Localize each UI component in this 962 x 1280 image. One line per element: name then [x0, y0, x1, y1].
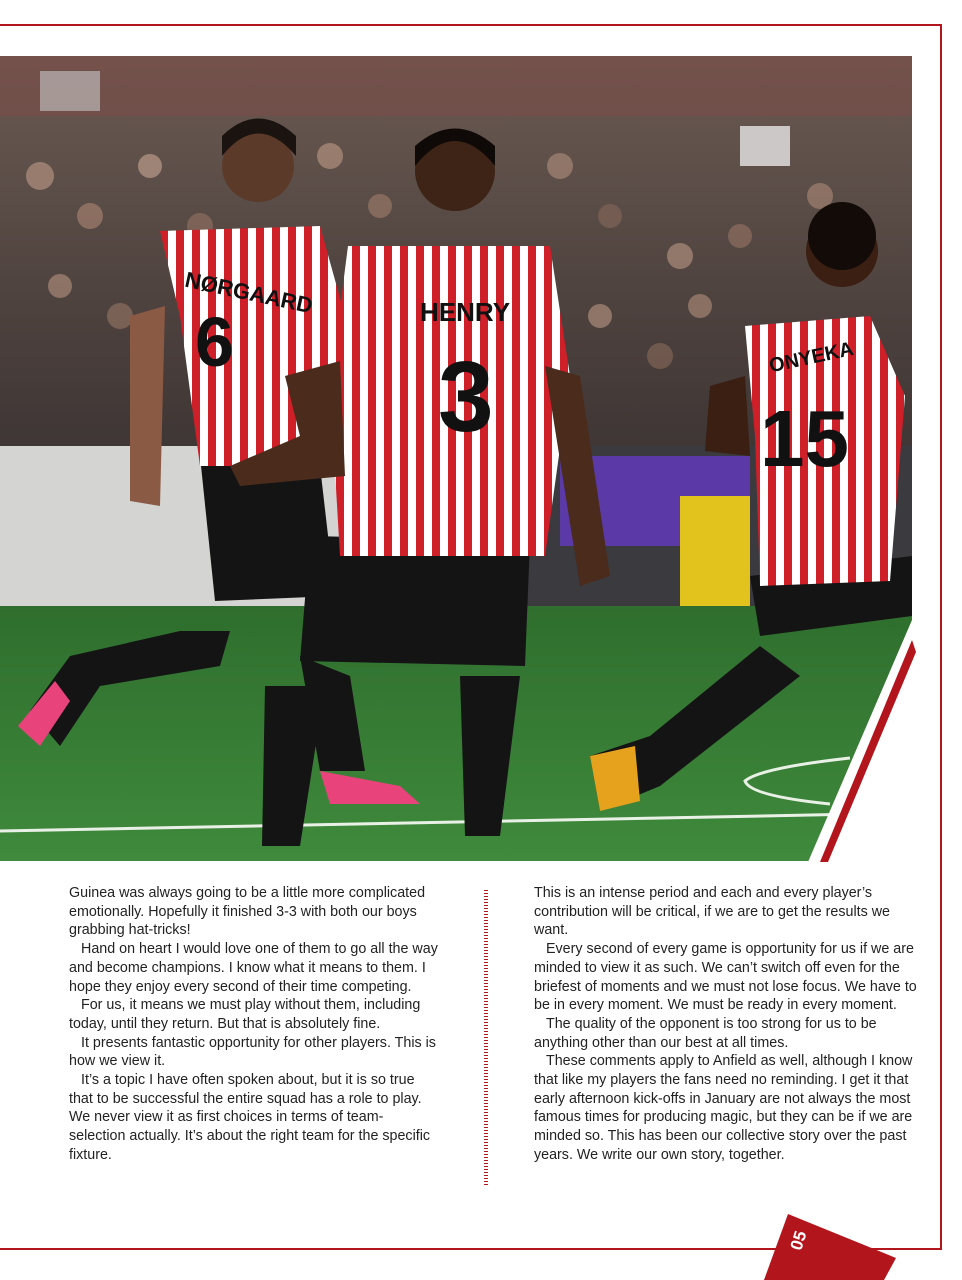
paragraph: It presents fantastic opportunity for other players. This is how we view it.	[69, 1034, 436, 1070]
player-number-henry: 3	[438, 341, 494, 453]
player-name-henry: HENRY	[420, 297, 511, 327]
player-number-onyeka: 15	[760, 394, 849, 483]
paragraph: Hand on heart I would love one of them to go all the way and become champions. I know what it means to them. I hope they enjoy every second of their time competing.	[69, 941, 438, 995]
player-number-norgaard: 6	[195, 303, 234, 381]
player-name-onyeka: ONYEKA	[767, 338, 856, 378]
paragraph: These comments apply to Anfield as well, although I know that like my players the fans need no reminding. I get it that early afternoon kick-offs in January are not always the most famous times for producing magic, but they can be if we are minded so. This has been our collective story over the past years. We write our own story, together.	[534, 1053, 913, 1163]
paragraph: Guinea was always going to be a little more complicated emotionally. Hopefully it finished 3-3 with both our boys grabbing hat-tricks!	[69, 885, 426, 939]
paragraph: For us, it means we must play without them, including today, until they return. But that is absolutely fine.	[69, 997, 421, 1032]
paragraph: Every second of every game is opportunity for us if we are minded to view it as such. We can’t switch off even for the briefest of moments and we must not lose focus. We have to be in every moment. We must be ready in every moment.	[534, 941, 917, 1014]
paragraph: This is an intense period and each and every player’s contribution will be critical, if we are to get the results we want.	[534, 885, 890, 939]
paragraph: It’s a topic I have often spoken about, but it is so true that to be successful the entire squad has a role to play. We never view it as first choices in terms of team-selection actually. It’s about the right team for the specific fixture.	[69, 1072, 431, 1163]
page-number: 05	[786, 1228, 811, 1253]
player-name-norgaard: NØRGAARD	[182, 266, 315, 319]
paragraph: The quality of the opponent is too strong for us to be anything other than our best at all times.	[534, 1015, 877, 1051]
